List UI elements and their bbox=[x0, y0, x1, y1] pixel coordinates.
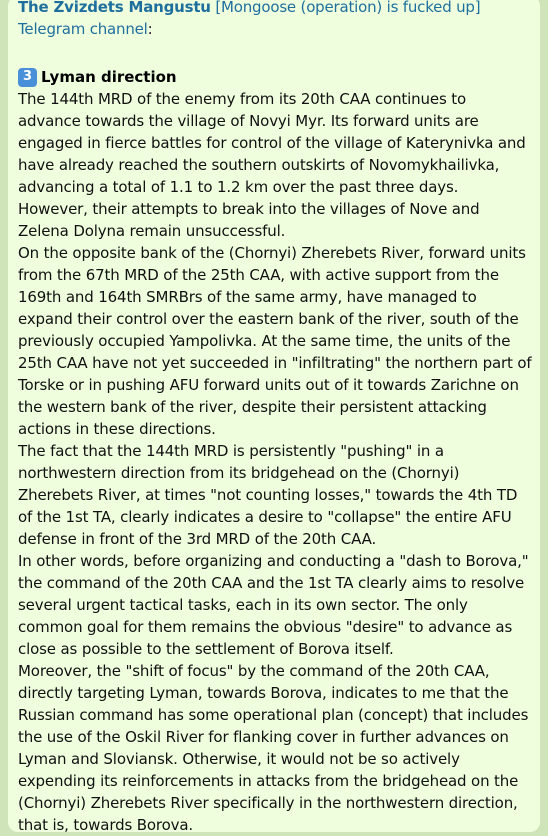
telegram-channel-link[interactable]: Telegram channel bbox=[18, 20, 148, 38]
keycap-number-icon: 3 bbox=[18, 68, 37, 87]
spacer bbox=[18, 40, 532, 62]
header-colon: : bbox=[147, 20, 153, 38]
paragraph-5: Moreover, the "shift of focus" by the command of the 20th CAA, directly targeting Lyman, towards Borova, indicates to me that the Russian command has some operational plan (concept) that includes the use of the Oskil River for flanking cover in further advances on Lyman and Sloviansk. Otherwise, it would not be so actively expending its reinforcements in attacks from the bridgehead on the (Chornyi) Zherebets River specifically in the northwestern direction, that is, towards Borova. bbox=[18, 662, 529, 834]
header-bracket-open: [Mongoose ( bbox=[210, 0, 307, 16]
forward-header bbox=[18, 0, 532, 40]
operation-link[interactable]: operation bbox=[306, 0, 377, 16]
message-bubble bbox=[8, 0, 540, 832]
paragraph-3: The fact that the 144th MRD is persistently "pushing" in a northwestern direction from its bridgehead on the (Chornyi) Zherebets River, at times "not counting losses," towards the 4th TD of the 1st TA, clearly indicates a desire to "collapse" the entire AFU defense in front of the 3rd MRD of the 20th CAA. bbox=[18, 442, 518, 548]
paragraph-2: On the opposite bank of the (Chornyi) Zherebets River, forward units from the 67th MRD of the 25th CAA, with active support from the 169th and 164th SMRBrs of the same army, have managed to expand their control over the eastern bank of the river, south of the previously occupied Yampolivka. At the same time, the units of the 25th CAA have not yet succeeded in "infiltrating" the northern part of Torske or in pushing AFU forward units out of it towards Zarichne on the western bank of the river, despite their persistent attacking actions in these directions. bbox=[18, 244, 532, 438]
paragraph-4: In other words, before organizing and conducting a "dash to Borova," the command of the 20th CAA and the 1st TA clearly aims to resolve several urgent tactical tasks, each in its own sector. The only common goal for them remains the obvious "desire" to advance as close as possible to the settlement of Borova itself. bbox=[18, 552, 529, 658]
section-heading bbox=[18, 66, 532, 88]
channel-name-link[interactable]: The Zvizdets Mangustu bbox=[18, 0, 211, 16]
header-bracket-rest: ) is fucked up] bbox=[376, 0, 481, 16]
section-title: Lyman direction bbox=[41, 68, 177, 86]
paragraph-1: The 144th MRD of the enemy from its 20th CAA continues to advance towards the village of Novyi Myr. Its forward units are engaged in fierce battles for control of the village of Katerynivka and have already reached the southern outskirts of Novomykhailivka, advancing a total of 1.1 to 1.2 km over the past three days. However, their attempts to break into the villages of Nove and Zelena Dolyna remain unsuccessful. bbox=[18, 90, 526, 240]
